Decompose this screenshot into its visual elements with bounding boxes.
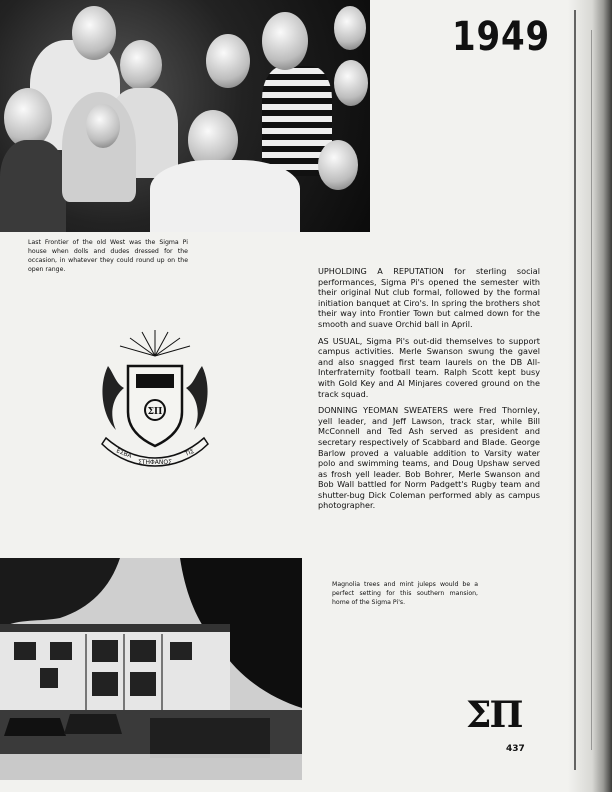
party-photo <box>0 0 370 232</box>
sigma-pi-crest <box>98 326 212 478</box>
hedge <box>150 718 270 758</box>
photo-face <box>262 12 308 70</box>
crest-center-letters: ΣΠ <box>147 407 163 417</box>
parked-car <box>64 714 122 734</box>
page-edge-line-inner <box>591 30 592 750</box>
paragraph: DONNING YEOMAN SWEATERS were Fred Thornley, yell leader, and Jeff Lawson, track star, while Bill McConnell and Ted Ash served as president and secretary respectively of Scabbard and Blade. George Barlow proved a valuable addition to Varsity water polo and swimming teams, and Doug Upshaw served as frosh yell leader. Bob Bohrer, Merle Swanson and Bob Wall battled for Norm Padgett's Rugby team and shutter-bug Dick Coleman performed ably as campus photographer. <box>318 405 540 511</box>
paragraph: UPHOLDING A REPUTATION for sterling social performances, Sigma Pi's opened the semester with their original Nut club formal, followed by the formal initiation banquet at Ciro's. In spring the brothers shot their way into Frontier Town but calmed down for the smooth and suave Orchid ball in April. <box>318 266 540 329</box>
photo-face <box>120 40 162 90</box>
year-heading: 1949 <box>452 14 551 60</box>
photo-figure <box>0 140 66 232</box>
crest-motto-right: ΤΙΣ <box>184 447 196 458</box>
page-number: 437 <box>506 744 525 754</box>
house-roofline <box>0 624 230 632</box>
page-edge-line <box>574 10 576 770</box>
photo-face <box>334 6 366 50</box>
crest-motto-left: ΕΣΒΑ <box>115 447 133 460</box>
lawn-highlight <box>0 754 302 780</box>
house-photo-scene <box>0 558 302 780</box>
fraternity-letters: ΣΠ <box>466 694 522 736</box>
photo-face <box>334 60 368 106</box>
photo-face <box>206 34 250 88</box>
photo-face <box>86 104 120 148</box>
photo-face <box>72 6 116 60</box>
photo-face <box>4 88 52 148</box>
photo-figure <box>150 160 300 232</box>
house-photo <box>0 558 302 780</box>
article-body <box>318 266 540 517</box>
photo-face <box>318 140 358 190</box>
paragraph: AS USUAL, Sigma Pi's out-did themselves to support campus activities. Merle Swanson swung the gavel and also snagged first team laurels on the DB All-Interfraternity football team. Ralph Scott kept busy with Gold Key and Al Minjares covered ground on the track squad. <box>318 335 540 399</box>
crest-motto-center: ΣΤΗΦΑΝΟΣ <box>138 459 172 466</box>
parked-car <box>4 718 66 736</box>
crest-rays <box>120 330 190 356</box>
crest-chief <box>136 374 174 388</box>
bottom-photo-caption: Magnolia trees and mint juleps would be a perfect setting for this southern mansion, home of the Sigma Pi's. <box>332 581 478 606</box>
top-photo-caption: Last Frontier of the old West was the Sigma Pi house when dolls and dudes dressed for the occasion, in whatever they could round up on the open range. <box>28 239 188 273</box>
